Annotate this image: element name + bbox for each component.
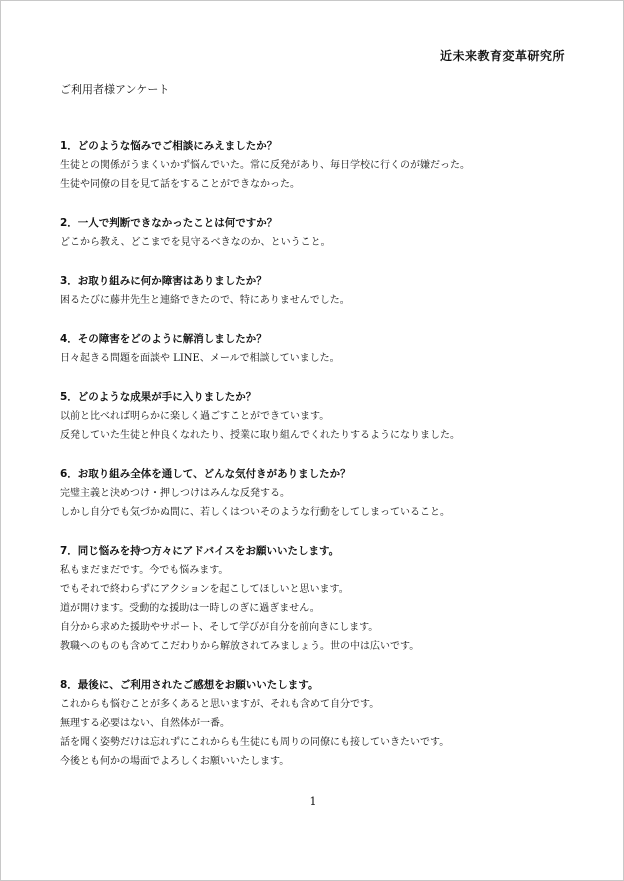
survey-section-8	[60, 676, 570, 771]
survey-section-1	[60, 137, 570, 194]
answer-line: 反発していた生徒と仲良くなれたり、授業に取り組んでくれたりするようになりました。	[60, 430, 460, 441]
answer-line: 完璧主義と決めつけ・押しつけはみんな反発する。	[60, 488, 290, 499]
answer-line: でもそれで終わらずにアクションを起こしてほしいと思います。	[60, 584, 349, 595]
question-1: 1．どのような悩みでご相談にみえましたか？	[60, 140, 278, 152]
answer-line: 生徒や同僚の目を見て話をすることができなかった。	[60, 179, 300, 190]
question-6: 6．お取り組み全体を通して、どんな気付きがありましたか？	[60, 468, 351, 480]
survey-section-2	[60, 214, 570, 252]
answer-line: 今後とも何かの場面でよろしくお願いいたします。	[60, 756, 290, 767]
answer-line: 私もまだまだです。今でも悩みます。	[60, 565, 229, 576]
document-title: ご利用者様アンケート	[60, 83, 170, 96]
survey-content	[60, 137, 570, 791]
survey-section-7	[60, 542, 570, 656]
answer-line: これからも悩むことが多くあると思いますが、それも含めて自分です。	[60, 699, 380, 710]
answer-line: 生徒との関係がうまくいかず悩んでいた。常に反発があり、毎日学校に行くのが嫌だった。	[60, 160, 470, 171]
answer-line: 教職へのものも含めてこだわりから解放されてみましょう。世の中は広いです。	[60, 641, 420, 652]
survey-section-5	[60, 388, 570, 445]
answer-line: 日々起きる問題を面談や LINE、メールで相談していました。	[60, 353, 340, 364]
answer-line: 話を聞く姿勢だけは忘れずにこれからも生徒にも周りの同僚にも接していきたいです。	[60, 737, 450, 748]
survey-section-3	[60, 272, 570, 310]
question-7: 7．同じ悩みを持つ方々にアドバイスをお願いいたします。	[60, 545, 340, 557]
answer-line: しかし自分でも気づかぬ間に、若しくはついそのような行動をしてしまっていること。	[60, 507, 450, 518]
answer-line: 自分から求めた援助やサポート、そして学びが自分を前向きにします。	[60, 622, 379, 633]
answer-line: 無理する必要はない、自然体が一番。	[60, 718, 230, 729]
question-8: 8．最後に、ご利用されたご感想をお願いいたします。	[60, 679, 319, 691]
question-3: 3．お取り組みに何か障害はありましたか？	[60, 275, 267, 287]
question-4: 4．その障害をどのように解消しましたか？	[60, 333, 267, 345]
survey-section-4	[60, 330, 570, 368]
answer-line: 道が開けます。受動的な援助は一時しのぎに過ぎません。	[60, 603, 320, 614]
organization-name: 近未来教育変革研究所	[439, 49, 565, 63]
answer-line: 困るたびに藤井先生と連絡できたので、特にありませんでした。	[60, 295, 350, 306]
answer-line: どこから教え、どこまでを見守るべきなのか、ということ。	[60, 237, 331, 248]
survey-section-6	[60, 465, 570, 522]
page-number: 1	[309, 795, 317, 808]
question-5: 5．どのような成果が手に入りましたか？	[60, 391, 257, 403]
answer-line: 以前と比べれば明らかに楽しく過ごすことができています。	[60, 411, 330, 422]
question-2: 2．一人で判断できなかったことは何ですか？	[60, 217, 278, 229]
